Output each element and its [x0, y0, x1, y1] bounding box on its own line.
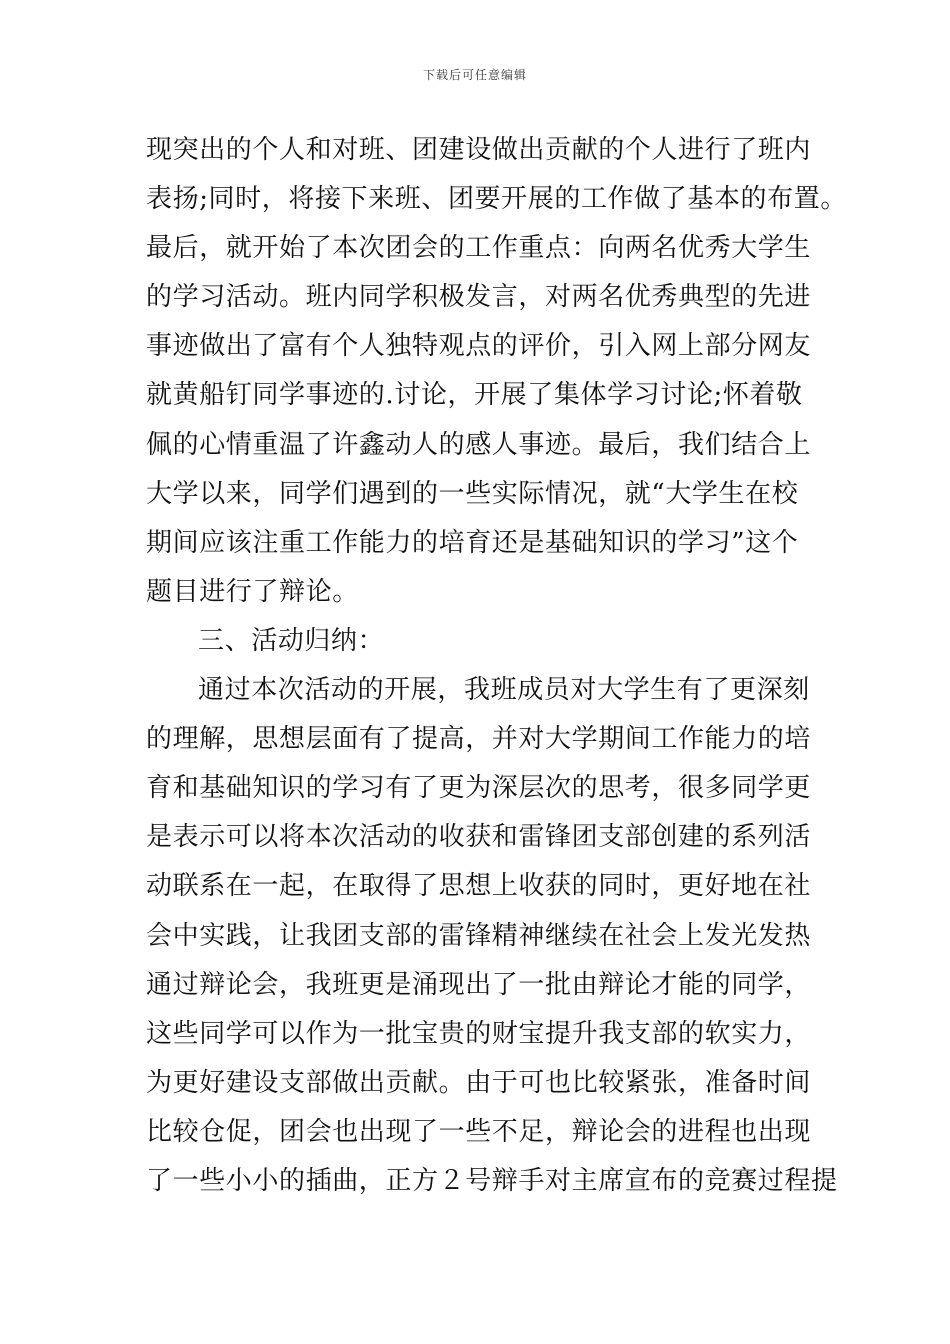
text-line: 三、活动归纳： [198, 625, 385, 656]
text-line: 育和基础知识的学习有了更为深层次的思考，很多同学更 [146, 773, 812, 804]
text-line: 比较仓促，团会也出现了一些不足，辩论会的进程也出现 [146, 1116, 812, 1147]
text-line: 通过辩论会，我班更是涌现出了一批由辩论才能的同学， [146, 969, 812, 1000]
text-line: 为更好建设支部做出贡献。由于可也比较紧张，准备时间 [146, 1067, 812, 1098]
text-line: 会中实践，让我团支部的雷锋精神继续在社会上发光发热 [146, 920, 812, 951]
text-line: 这些同学可以作为一批宝贵的财宝提升我支部的软实力， [146, 1018, 812, 1049]
text-line: 动联系在一起，在取得了思想上收获的同时，更好地在社 [146, 871, 812, 902]
text-line: 通过本次活动的开展，我班成员对大学生有了更深刻 [198, 675, 810, 706]
text-line: 了一些小小的插曲，正方２号辩手对主席宣布的竞赛过程提 [146, 1165, 838, 1196]
text-line: 题目进行了辩论。 [146, 576, 359, 607]
page-header: 下载后可任意编辑 [422, 68, 527, 82]
text-line: 佩的心情重温了许鑫动人的感人事迹。最后，我们结合上 [146, 429, 812, 460]
text-line: 的学习活动。班内同学积极发言，对两名优秀典型的先进 [146, 282, 812, 313]
text-line: 期间应该注重工作能力的培育还是基础知识的学习”这个 [146, 527, 799, 558]
text-line: 是表示可以将本次活动的收获和雷锋团支部创建的系列活 [146, 822, 812, 853]
text-line: 的理解，思想层面有了提高，并对大学期间工作能力的培 [146, 724, 812, 755]
text-line: 表扬;同时，将接下来班、团要开展的工作做了基本的布置。 [146, 184, 847, 215]
text-line: 就黄船钉同学事迹的.讨论，开展了集体学习讨论;怀着敬 [146, 380, 803, 411]
document-body [146, 126, 847, 1206]
text-line: 最后，就开始了本次团会的工作重点：向两名优秀大学生 [146, 233, 812, 264]
text-line: 大学以来，同学们遇到的一些实际情况，就“大学生在校 [146, 478, 799, 509]
text-line: 现突出的个人和对班、团建设做出贡献的个人进行了班内 [146, 135, 812, 165]
text-line: 事迹做出了富有个人独特观点的评价，引入网上部分网友 [146, 331, 812, 362]
